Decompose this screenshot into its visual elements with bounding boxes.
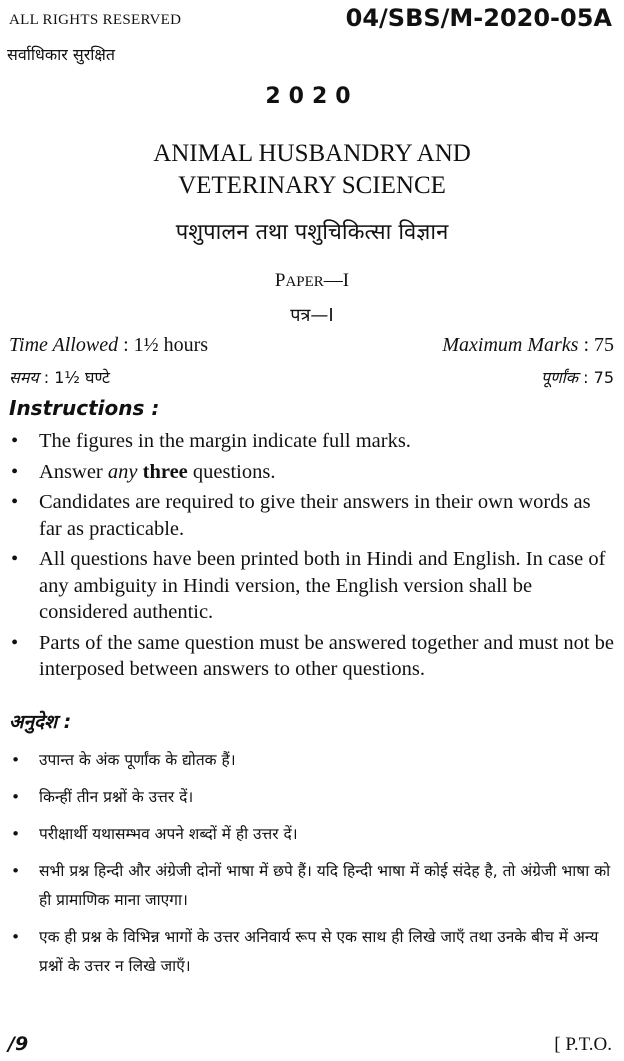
time-value-hi: : 1½ घण्टे <box>38 368 110 387</box>
bullet-icon: • <box>11 825 21 843</box>
list-item <box>9 923 617 981</box>
bullet-icon: • <box>11 430 19 452</box>
marks-label-hi: पूर्णांक <box>540 368 579 387</box>
instructions-heading-en: Instructions : <box>9 396 160 420</box>
list-item <box>9 630 614 683</box>
marks-label-en: Maximum Marks <box>442 334 579 356</box>
subject-title-line2: VETERINARY SCIENCE <box>178 172 446 199</box>
instructions-list-hi <box>9 746 617 989</box>
bullet-icon: • <box>11 928 21 946</box>
instruction-text: Candidates are required to give their answers in their own words as far as practicable. <box>39 491 591 540</box>
bullet-icon: • <box>11 788 21 806</box>
paper-number-hi: पत्र—I <box>290 305 334 326</box>
instructions-heading-hi: अनुदेश : <box>9 711 72 733</box>
time-label-en: Time Allowed <box>9 334 119 356</box>
page-reference: /9 <box>8 1033 29 1055</box>
list-item <box>9 546 614 626</box>
subject-title-en <box>0 138 624 202</box>
rights-reserved-en: ALL RIGHTS RESERVED <box>9 12 182 28</box>
list-item <box>9 857 617 915</box>
bullet-icon: • <box>11 548 19 570</box>
instruction-text: उपान्त के अंक पूर्णांक के द्योतक हैं। <box>39 751 236 769</box>
time-label-hi: समय <box>9 368 39 387</box>
subject-title-hi: पशुपालन तथा पशुचिकित्सा विज्ञान <box>175 220 449 245</box>
instruction-text: किन्हीं तीन प्रश्नों के उत्तर दें। <box>39 788 194 806</box>
instruction-text: सभी प्रश्न हिन्दी और अंग्रेजी दोनों भाषा में छपे हैं। यदि हिन्दी भाषा में कोई संदेह है, तो अंग्रेजी भाषा को ही प्रामाणिक माना जाएगा। <box>39 862 611 909</box>
bullet-icon: • <box>11 491 19 513</box>
time-allowed-en <box>9 334 208 357</box>
list-item <box>9 459 614 486</box>
bullet-icon: • <box>11 460 19 483</box>
bullet-icon: • <box>11 631 19 654</box>
paper-rest: APER <box>285 274 324 290</box>
paper-code: 04/SBS/M-2020-05A <box>345 4 612 32</box>
instruction-text: All questions have been printed both in Hindi and English. In case of any ambiguity in Hindi version, the English version shall be considered authentic. <box>39 548 606 623</box>
instruction-text: Parts of the same question must be answered together and must not be interposed between answers to other questions. <box>39 631 615 680</box>
answer-questions: questions. <box>187 460 276 483</box>
instructions-list-en <box>9 428 614 687</box>
pto-label: [ P.T.O. <box>554 1034 612 1055</box>
paper-prefix: P <box>274 270 286 291</box>
marks-value-hi: : 75 <box>578 368 614 387</box>
list-item <box>9 428 614 455</box>
answer-three: three <box>142 460 188 483</box>
exam-year: 2020 <box>265 84 359 109</box>
paper-number-en <box>0 270 624 292</box>
answer-part: Answer <box>39 460 108 483</box>
time-allowed-hi <box>9 366 110 388</box>
subject-title-line1: ANIMAL HUSBANDRY AND <box>153 140 471 167</box>
list-item <box>9 746 617 775</box>
instruction-text <box>39 461 275 483</box>
bullet-icon: • <box>11 862 21 880</box>
maximum-marks-en <box>442 334 614 357</box>
rights-reserved-hi: सर्वाधिकार सुरक्षित <box>7 45 115 64</box>
list-item <box>9 489 614 542</box>
bullet-icon: • <box>11 751 21 769</box>
list-item <box>9 820 617 849</box>
instruction-text: परीक्षार्थी यथासम्भव अपने शब्दों में ही उत्तर दें। <box>39 825 298 843</box>
maximum-marks-hi <box>541 366 614 388</box>
list-item <box>9 783 617 812</box>
marks-value-en: : 75 <box>578 334 614 356</box>
instruction-text: The figures in the margin indicate full marks. <box>39 430 411 452</box>
instruction-text: एक ही प्रश्न के विभिन्न भागों के उत्तर अनिवार्य रूप से एक साथ ही लिखे जाएँ तथा उनके बीच में अन्य प्रश्नों के उत्तर न लिखे जाएँ। <box>39 928 599 975</box>
answer-any: any <box>107 460 138 483</box>
time-value-en: : 1½ hours <box>118 334 209 356</box>
paper-suffix: —I <box>323 270 350 291</box>
